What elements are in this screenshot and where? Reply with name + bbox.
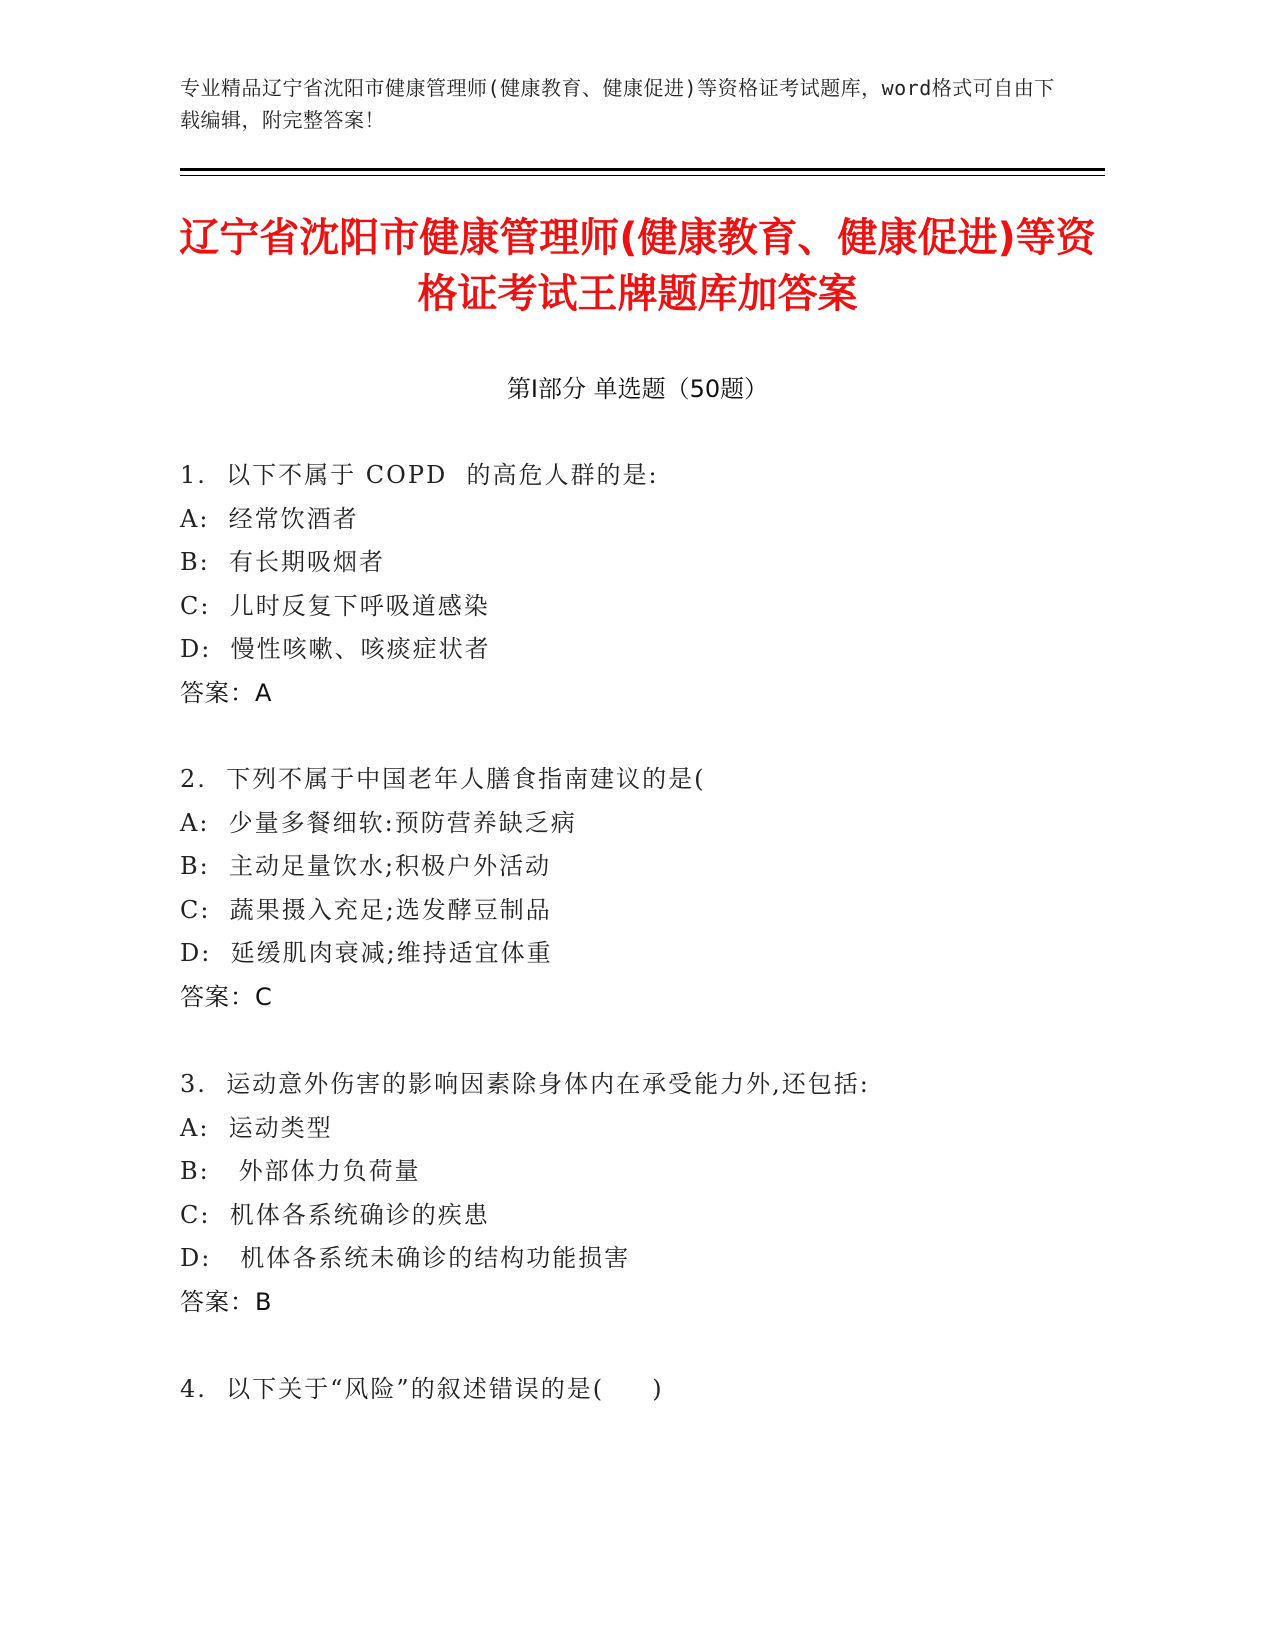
question-stem: 4. 以下关于“风险”的叙述错误的是( ): [180, 1375, 664, 1403]
question-stem: 1. 以下不属于 COPD 的高危人群的是:: [180, 461, 659, 489]
answer: 答案：C: [180, 982, 273, 1011]
option-d: D: 机体各系统未确诊的结构功能损害: [180, 1244, 631, 1272]
question-3: [180, 1063, 1080, 1324]
question-1: [180, 454, 1080, 715]
document-title: 辽宁省沈阳市健康管理师(健康教育、健康促进)等资格证考试王牌题库加答案: [179, 215, 1096, 317]
answer: 答案：B: [180, 1287, 273, 1316]
option-c: C: 儿时反复下呼吸道感染: [180, 591, 490, 620]
section-title: 第Ⅰ部分 单选题（50题）: [506, 375, 769, 403]
option-b: B: 有长期吸烟者: [180, 548, 385, 576]
header-rule-thin: [180, 175, 1105, 176]
option-a: A: 少量多餐细软:预防营养缺乏病: [180, 808, 577, 837]
option-c: C: 蔬果摄入充足;选发酵豆制品: [180, 895, 552, 924]
option-b: B: 主动足量饮水;积极户外活动: [180, 852, 552, 880]
question-2: [180, 758, 1080, 1019]
answer: 答案：A: [180, 678, 273, 707]
option-c: C: 机体各系统确诊的疾患: [180, 1200, 490, 1229]
option-a: A: 经常饮酒者: [180, 504, 359, 533]
question-stem: 3. 运动意外伤害的影响因素除身体内在承受能力外,还包括:: [180, 1070, 870, 1098]
option-d: D: 慢性咳嗽、咳痰症状者: [180, 635, 491, 663]
option-a: A: 运动类型: [180, 1113, 333, 1142]
option-b: B: 外部体力负荷量: [180, 1157, 421, 1185]
header-rule-thick: [180, 168, 1105, 171]
option-d: D: 延缓肌肉衰减;维持适宜体重: [180, 939, 553, 967]
header-note: 专业精品辽宁省沈阳市健康管理师(健康教育、健康促进)等资格证考试题库，word格式可自由下载编辑，附完整答案！: [180, 76, 1055, 132]
question-4: [180, 1368, 1080, 1412]
question-stem: 2. 下列不属于中国老年人膳食指南建议的是(: [180, 765, 706, 793]
